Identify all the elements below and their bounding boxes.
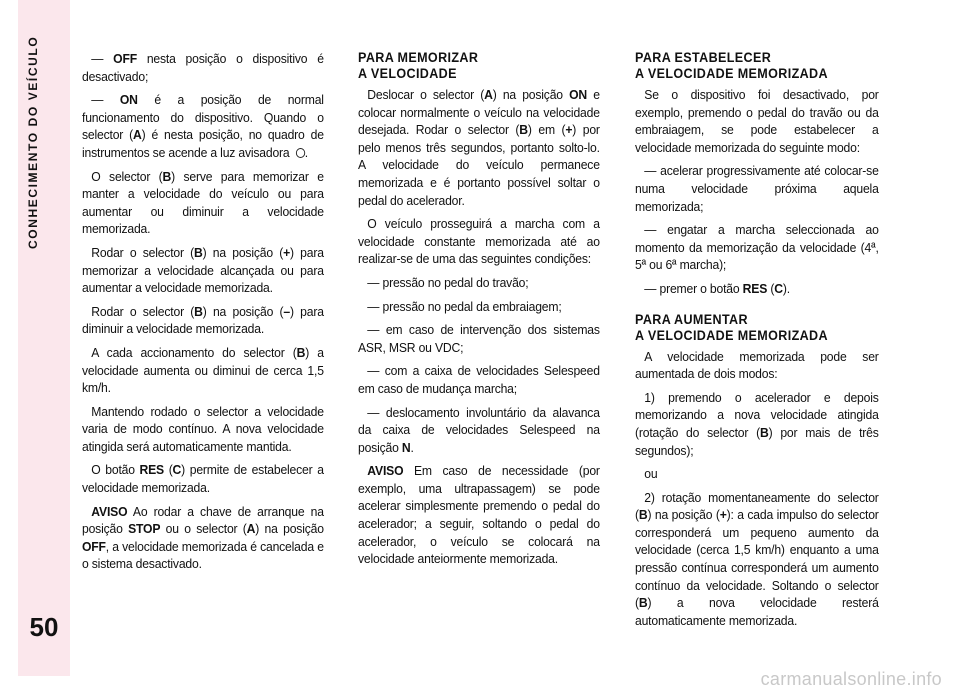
paragraph: Deslocar o selector (A) na posição ON e colocar normalmente o veículo na velocidade desejada. Rodar o selector (B) em (+) por pelo menos três segundos, portanto solto-lo. A velocidade do veículo permanece memorizada e é portanto possível soltar o pedal do acelerador. [358, 87, 600, 208]
warning-paragraph: AVISO Ao rodar a chave de arranque na posição STOP ou o selector (A) na posição OFF, a velocidade memorizada é cancelada e o sistema desactivado. [82, 503, 324, 572]
section-heading: PARA AUMENTAR A VELOCIDADE MEMORIZADA [635, 311, 828, 343]
spacer [635, 304, 879, 312]
paragraph: — OFF nesta posição o dispositivo é desactivado; [82, 51, 324, 84]
list-item: — pressão no pedal da embraiagem; [367, 298, 562, 314]
column-1 [82, 50, 324, 579]
paragraph: Rodar o selector (B) na posição (+) para memorizar a velocidade alcançada ou para aumentar a velocidade memorizada. [82, 244, 324, 296]
paragraph: A velocidade memorizada pode ser aumentada de dois modos: [635, 348, 879, 382]
cruise-control-indicator-icon [296, 148, 305, 158]
section-heading: PARA ESTABELECER A VELOCIDADE MEMORIZADA [635, 50, 828, 81]
list-item: — premer o botão RES (C). [644, 280, 790, 296]
paragraph: 2) rotação momentaneamente do selector (B) na posição (+): a cada impulso do selector corresponderá um pequeno aumento da velocidade (cerca 1,5 km/h) enquanto a uma pressão contínua corresponderá um aumento contínuo da velocidade. Soltando o selector (B) a nova velocidade resterá automaticamente memorizada. [635, 489, 879, 628]
list-item: — deslocamento involuntário da alavanca da caixa de velocidades Selespeed na posição N. [358, 404, 600, 455]
list-item: — em caso de intervenção dos sistemas ASR, MSR ou VDC; [358, 322, 600, 355]
list-item: — com a caixa de velocidades Selespeed em caso de mudança marcha; [358, 363, 600, 396]
warning-paragraph: AVISO Em caso de necessidade (por exemplo, uma ultrapassagem) se pode acelerar simplesmente premendo o pedal do acelerador; a seguir, soltando o pedal do acelerador, o veículo se colocará na velocidade anteiormente memorizada. [358, 463, 600, 567]
paragraph: 1) premendo o acelerador e depois memorizando a nova velocidade atingida (rotação do selector (B) por mais de três segundos); [635, 389, 879, 458]
column-3 [635, 50, 879, 635]
paragraph: Mantendo rodado o selector a velocidade varia de modo contínuo. A nova velocidade atingida será automaticamente mantida. [82, 403, 324, 454]
section-title: CONHECIMENTO DO VEÍCULO [26, 36, 40, 250]
paragraph: Rodar o selector (B) na posição (–) para diminuir a velocidade memorizada. [82, 303, 324, 337]
list-item: — engatar a marcha seleccionada ao momento da memorização da velocidade (4ª, 5ª ou 6ª marcha); [635, 222, 879, 273]
paragraph: Se o dispositivo foi desactivado, por exemplo, premendo o pedal do travão ou da embraiagem, se pode estabelecer a velocidade memorizada do seguinte modo: [635, 87, 879, 155]
paragraph: O veículo prosseguirá a marcha com a velocidade constante memorizada até ao realizar-se de uma das seguintes condições: [358, 216, 600, 267]
list-item: — pressão no pedal do travão; [367, 274, 529, 290]
paragraph: O selector (B) serve para memorizar e manter a velocidade do veículo ou para aumentar ou diminuir a velocidade memorizada. [82, 168, 324, 237]
paragraph: — ON é a posição de normal funcionamento do dispositivo. Quando o selector (A) é nesta posição, no quadro de instrumentos se acende a luz avisadora . [82, 92, 324, 160]
column-2 [358, 50, 600, 574]
paragraph: O botão RES (C) permite de estabelecer a velocidade memorizada. [82, 462, 324, 496]
paragraph: A cada accionamento do selector (B) a velocidade aumenta ou diminui de cerca 1,5 km/h. [82, 344, 324, 396]
section-heading: PARA MEMORIZAR A VELOCIDADE [358, 50, 479, 81]
list-item: — acelerar progressivamente até colocar-se numa velocidade próxima aquela memorizada; [635, 163, 879, 214]
watermark: carmanualsonline.info [760, 669, 942, 689]
paragraph: ou [644, 466, 658, 482]
page-number: 50 [29, 612, 59, 642]
